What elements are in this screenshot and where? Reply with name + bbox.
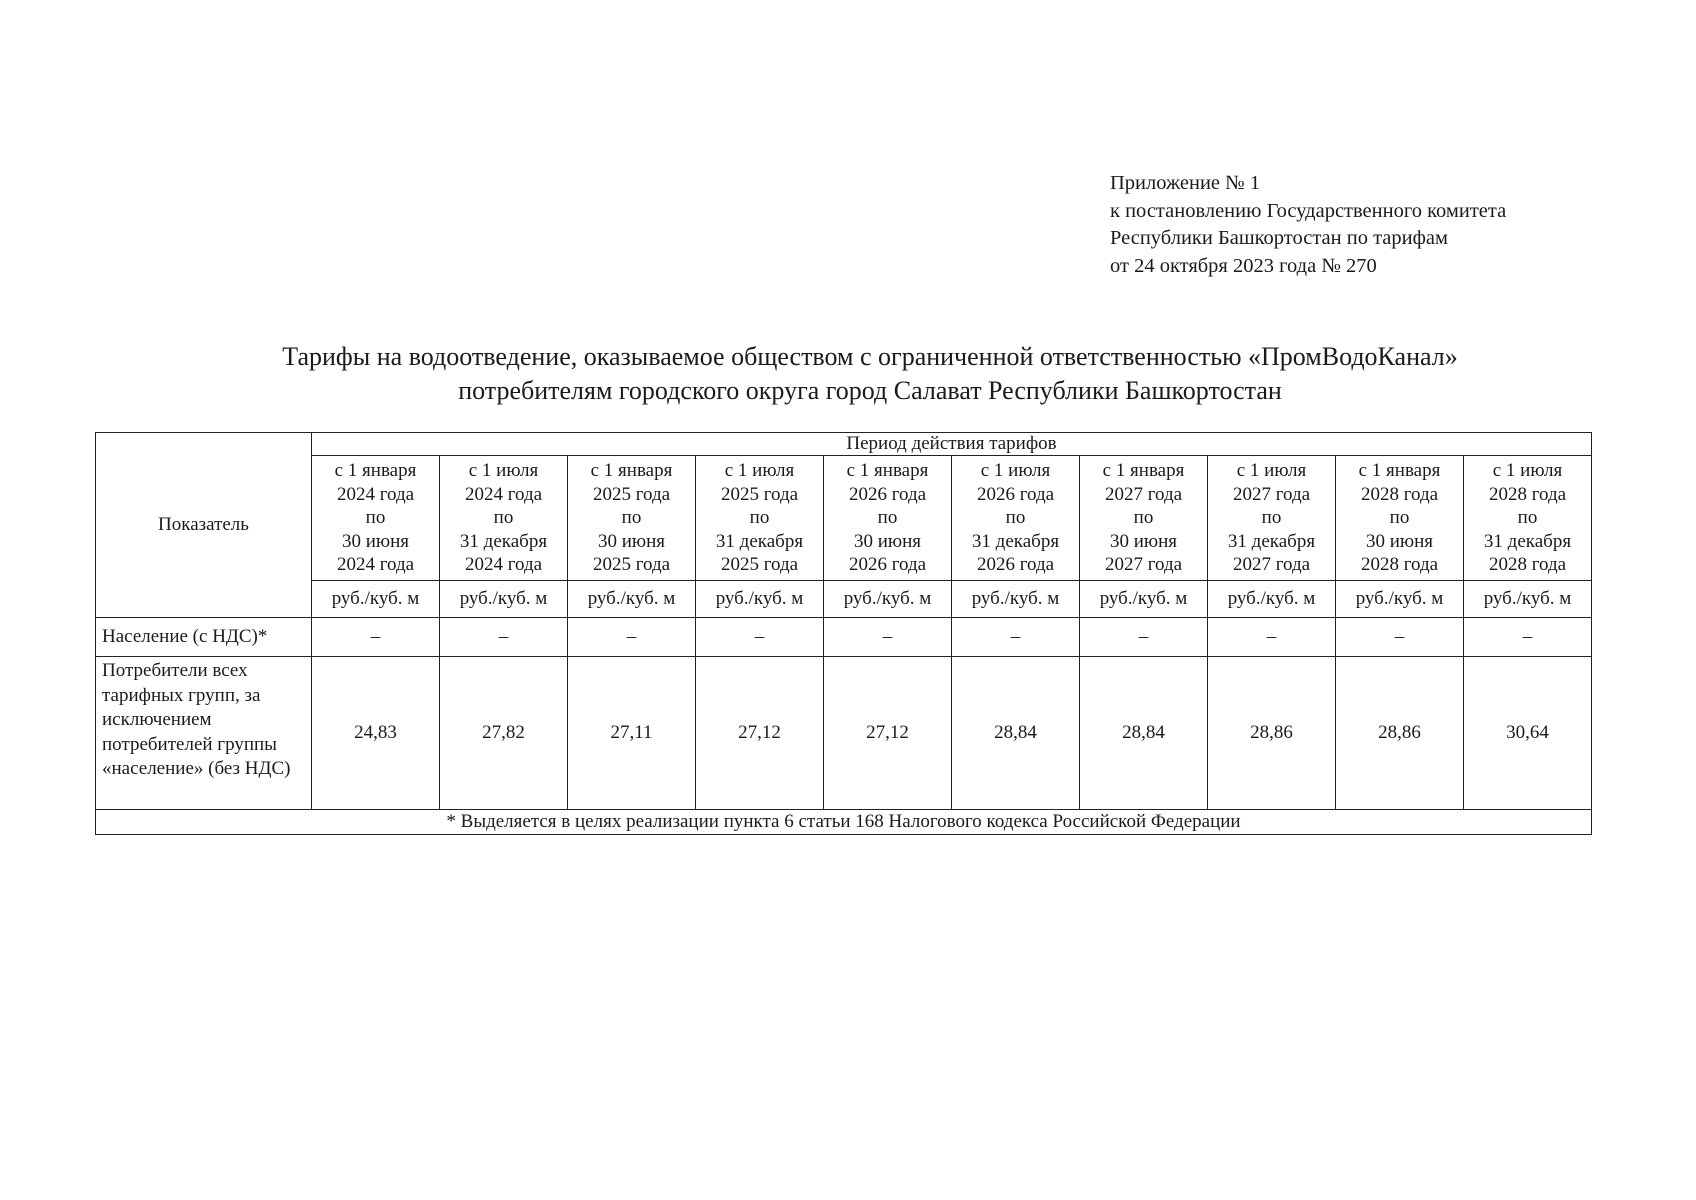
unit-cell: руб./куб. м	[1208, 581, 1336, 618]
tariff-value: –	[952, 618, 1080, 657]
period-cell	[1464, 456, 1592, 581]
period-cell	[312, 456, 440, 581]
period-text: 2025 года	[592, 483, 671, 505]
period-text: с 1 июля	[980, 460, 1051, 482]
tariff-value: 28,84	[1080, 657, 1208, 810]
tariff-value: –	[440, 618, 568, 657]
unit-cell: руб./куб. м	[1336, 581, 1464, 618]
period-text: 30 июня	[1109, 530, 1178, 552]
period-text: 2025 года	[720, 483, 799, 505]
period-text: 2028 года	[1360, 483, 1439, 505]
period-row	[96, 456, 1592, 581]
period-text: 31 декабря	[971, 530, 1060, 552]
period-text: 31 декабря	[1227, 530, 1316, 552]
period-text: с 1 июля	[1492, 460, 1563, 482]
unit-cell: руб./куб. м	[952, 581, 1080, 618]
period-text: 2028 года	[1488, 483, 1567, 505]
tariff-value: 28,84	[952, 657, 1080, 810]
tariff-value: 27,12	[696, 657, 824, 810]
period-text: 2027 года	[1104, 554, 1183, 576]
period-cell	[696, 456, 824, 581]
period-text: 2025 года	[720, 554, 799, 576]
tariff-value: 28,86	[1208, 657, 1336, 810]
period-text: 2025 года	[592, 554, 671, 576]
period-text: 30 июня	[341, 530, 410, 552]
period-text: 2027 года	[1232, 483, 1311, 505]
period-header: Период действия тарифов	[312, 433, 1592, 456]
period-text: 30 июня	[597, 530, 666, 552]
title-line-2: потребителям городского округа город Салават Республики Башкортостан	[458, 376, 1282, 405]
period-text: 31 декабря	[459, 530, 548, 552]
row-label: Население (с НДС)*	[96, 618, 312, 657]
period-header-row	[96, 433, 1592, 456]
period-cell	[568, 456, 696, 581]
tariff-value: 27,12	[824, 657, 952, 810]
period-cell	[1080, 456, 1208, 581]
period-text: 2027 года	[1232, 554, 1311, 576]
period-text: по	[621, 507, 642, 529]
period-text: с 1 июля	[724, 460, 795, 482]
unit-cell: руб./куб. м	[696, 581, 824, 618]
period-text: 2028 года	[1360, 554, 1439, 576]
period-text: 2024 года	[336, 483, 415, 505]
period-text: 2024 года	[464, 483, 543, 505]
tariff-value: 24,83	[312, 657, 440, 810]
tariff-value: –	[824, 618, 952, 657]
period-text: с 1 июля	[1236, 460, 1307, 482]
period-text: по	[1005, 507, 1026, 529]
unit-cell: руб./куб. м	[1464, 581, 1592, 618]
period-text: 2024 года	[336, 554, 415, 576]
period-cell	[824, 456, 952, 581]
unit-row	[96, 581, 1592, 618]
row-label: Потребители всех тарифных групп, за исключением потребителей группы «население» (без НДС)	[96, 657, 312, 810]
period-text: по	[749, 507, 770, 529]
tariff-value: 30,64	[1464, 657, 1592, 810]
period-text: 2027 года	[1104, 483, 1183, 505]
tariff-value: 27,82	[440, 657, 568, 810]
period-text: с 1 июля	[468, 460, 539, 482]
tariff-value: –	[1336, 618, 1464, 657]
period-text: 31 декабря	[715, 530, 804, 552]
period-cell	[1336, 456, 1464, 581]
period-text: с 1 января	[334, 460, 417, 482]
tariff-value: –	[568, 618, 696, 657]
period-text: по	[365, 507, 386, 529]
unit-cell: руб./куб. м	[568, 581, 696, 618]
tariff-value: –	[312, 618, 440, 657]
unit-cell: руб./куб. м	[824, 581, 952, 618]
period-text: 2026 года	[976, 483, 1055, 505]
period-text: по	[1517, 507, 1538, 529]
period-text: с 1 января	[590, 460, 673, 482]
tariff-value: 28,86	[1336, 657, 1464, 810]
unit-cell: руб./куб. м	[1080, 581, 1208, 618]
unit-cell: руб./куб. м	[312, 581, 440, 618]
appendix-line: Приложение № 1	[1110, 172, 1261, 194]
table-row	[96, 618, 1592, 657]
unit-cell: руб./куб. м	[440, 581, 568, 618]
appendix-line: от 24 октября 2023 года № 270	[1110, 254, 1377, 277]
tariff-value: –	[696, 618, 824, 657]
table-row	[96, 657, 1592, 810]
period-cell	[1208, 456, 1336, 581]
appendix-block	[1110, 170, 1506, 280]
period-text: по	[877, 507, 898, 529]
period-text: по	[1389, 507, 1410, 529]
tariff-value: 27,11	[568, 657, 696, 810]
period-text: по	[1261, 507, 1282, 529]
title-line-1: Тарифы на водоотведение, оказываемое обществом с ограниченной ответственностью «ПромВодоКанал»	[282, 342, 1458, 371]
period-text: по	[493, 507, 514, 529]
footnote-row	[96, 810, 1592, 835]
period-text: 2026 года	[848, 483, 927, 505]
footnote: * Выделяется в целях реализации пункта 6 статьи 168 Налогового кодекса Российской Федерации	[96, 810, 1592, 835]
period-text: 30 июня	[853, 530, 922, 552]
period-text: с 1 января	[846, 460, 929, 482]
period-text: по	[1133, 507, 1154, 529]
period-text: 2026 года	[848, 554, 927, 576]
period-text: 30 июня	[1365, 530, 1434, 552]
period-cell	[440, 456, 568, 581]
tariff-value: –	[1080, 618, 1208, 657]
period-text: с 1 января	[1102, 460, 1185, 482]
document-title	[0, 340, 1696, 408]
tariff-value: –	[1464, 618, 1592, 657]
period-text: 2026 года	[976, 554, 1055, 576]
appendix-line: к постановлению Государственного комитета	[1110, 199, 1507, 222]
period-cell	[952, 456, 1080, 581]
tariff-table	[95, 432, 1592, 835]
period-text: с 1 января	[1358, 460, 1441, 482]
tariff-value: –	[1208, 618, 1336, 657]
period-text: 2028 года	[1488, 554, 1567, 576]
period-text: 31 декабря	[1483, 530, 1572, 552]
appendix-line: Республики Башкортостан по тарифам	[1110, 227, 1448, 249]
period-text: 2024 года	[464, 554, 543, 576]
indicator-header: Показатель	[96, 433, 312, 618]
